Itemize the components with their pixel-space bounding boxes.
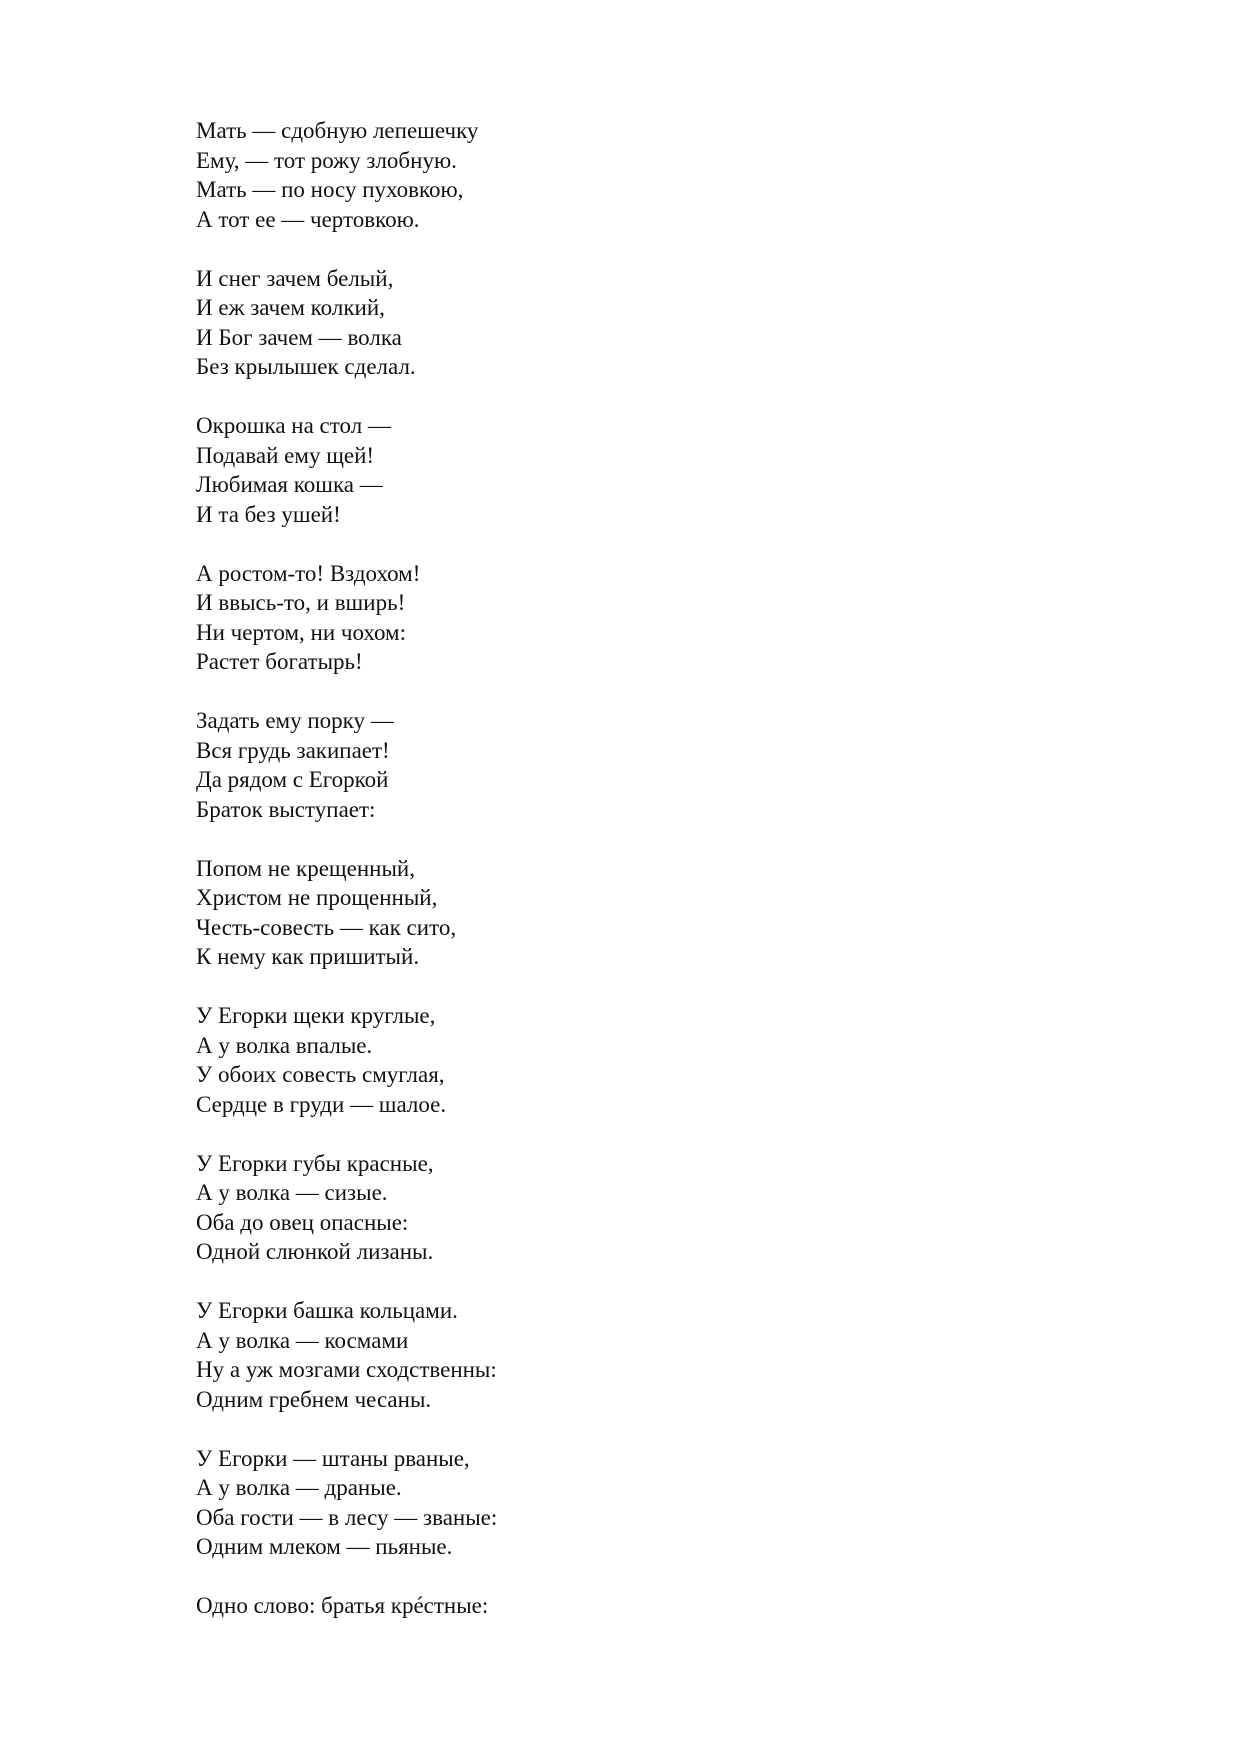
poem-line: И снег зачем белый, [196,265,394,291]
poem-line: Христом не прощенный, [196,885,438,910]
poem-line: У обоих совесть смуглая, [196,1062,445,1087]
poem-line: К нему как пришитый. [196,944,420,969]
stanza [196,264,1096,382]
poem-line: Одно слово: братья крéстные: [196,1593,489,1618]
poem-line: Одним гребнем чесаны. [196,1386,432,1412]
poem-line: Задать ему порку — [196,708,394,733]
poem-line: И та без ушей! [196,501,341,527]
poem-line: Оба до овец опасные: [196,1209,409,1235]
poem-line: У Егорки — штаны рваные, [196,1445,470,1471]
stanza [196,854,1096,972]
poem-line: Вся грудь закипает! [196,737,390,763]
poem-line: Окрошка на стол — [196,413,391,438]
poem-line: А ростом-то! Вздохом! [196,560,421,586]
poem-line: Ему, — тот рожу злобную. [196,147,457,173]
stanza [196,706,1096,824]
poem-line: Любимая кошка — [196,472,383,497]
poem-line: Оба гости — в лесу — званые: [196,1504,498,1530]
poem-line: У Егорки башка кольцами. [196,1298,458,1323]
stanza [196,1149,1096,1267]
stanza [196,1591,1096,1621]
poem-line: Мать — сдобную лепешечку [196,118,479,143]
poem-line: А у волка — космами [196,1327,409,1353]
poem-line: Ни чертом, ни чохом: [196,619,406,645]
poem-line: И еж зачем колкий, [196,295,385,320]
poem-line: Без крылышек сделал. [196,354,416,379]
stanza [196,411,1096,529]
poem-line: Одной слюнкой лизаны. [196,1239,434,1264]
poem-line: Мать — по носу пуховкою, [196,177,464,202]
poem-line: Подавай ему щей! [196,442,375,468]
poem-line: Сердце в груди — шалое. [196,1091,447,1117]
poem-line: У Егорки щеки круглые, [196,1003,436,1028]
poem-line: Браток выступает: [196,796,376,822]
poem-line: У Егорки губы красные, [196,1150,434,1176]
poem-line: Растет богатырь! [196,649,363,674]
stanza [196,116,1096,234]
poem-line: Честь-совесть — как сито, [196,914,457,940]
poem-line: Попом не крещенный, [196,855,415,881]
stanza [196,1296,1096,1414]
poem-line: А тот ее — чертовкою. [196,206,420,232]
poem-line: И Бог зачем — волка [196,324,402,350]
stanza [196,1444,1096,1562]
poem-body [196,116,1096,1621]
stanza [196,1001,1096,1119]
poem-line: Да рядом с Егоркой [196,767,389,792]
poem-line: Ну а уж мозгами сходственны: [196,1357,497,1382]
poem-line: А у волка — сизые. [196,1180,388,1205]
poem-line: А у волка впалые. [196,1032,373,1058]
poem-line: А у волка — драные. [196,1475,402,1500]
poem-line: Одним млеком — пьяные. [196,1534,453,1559]
stanza [196,559,1096,677]
poem-line: И ввысь-то, и вширь! [196,590,406,615]
